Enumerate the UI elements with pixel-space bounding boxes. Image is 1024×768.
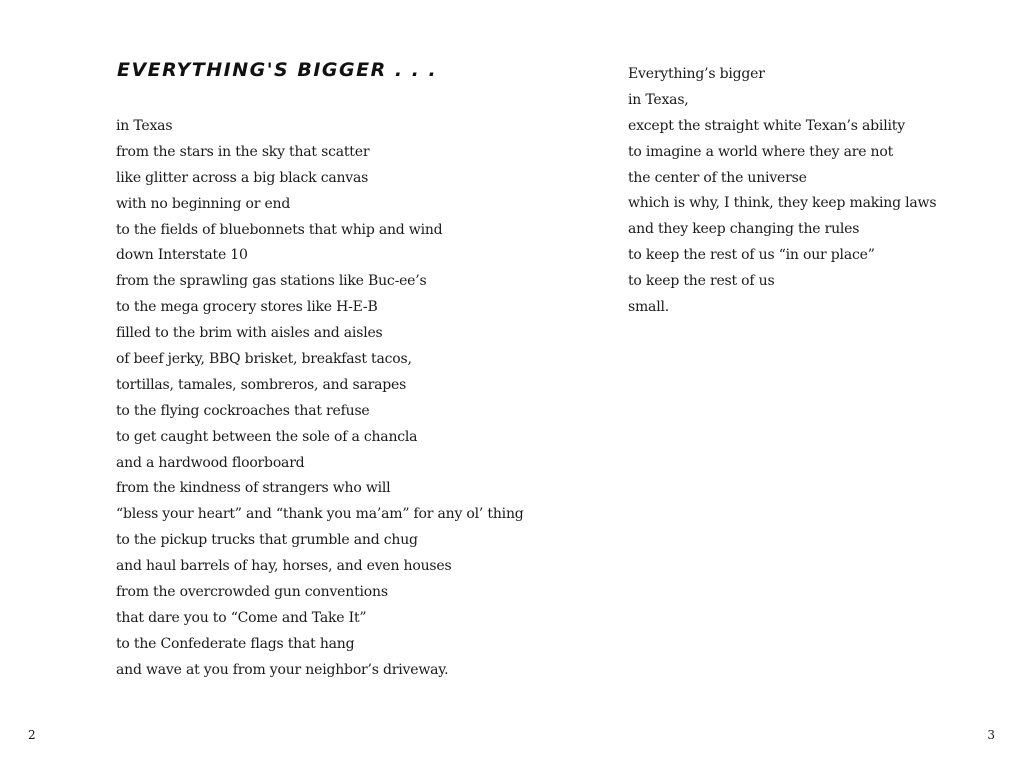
poem-line: in Texas (116, 118, 173, 134)
poem-line: to keep the rest of us (628, 273, 775, 290)
poem-line: “bless your heart” and “thank you ma’am” for any ol’ thing (116, 506, 524, 523)
poem-line: to the fields of bluebonnets that whip and wind (116, 221, 443, 238)
poem-line: tortillas, tamales, sombreros, and sarapes (116, 376, 407, 393)
poem-line: that dare you to “Come and Take It” (116, 609, 367, 626)
poem-stanza-left (116, 114, 524, 684)
poem-line: and they keep changing the rules (628, 221, 860, 238)
poem-line: the center of the universe (628, 169, 807, 186)
poem-line: like glitter across a big black canvas (116, 169, 369, 186)
poem-line: in Texas, (628, 91, 689, 108)
poem-line: which is why, I think, they keep making laws (628, 195, 937, 212)
right-page (512, 0, 1024, 768)
poem-line: except the straight white Texan’s ability (628, 117, 905, 134)
poem-line: from the stars in the sky that scatter (116, 143, 370, 160)
poem-line: with no beginning or end (116, 195, 291, 212)
poem-line: to the mega grocery stores like H-E-B (116, 299, 378, 316)
poem-line: and wave at you from your neighbor’s driveway. (116, 661, 449, 678)
poem-line: and a hardwood floorboard (116, 454, 305, 471)
poem-line: to keep the rest of us “in our place” (628, 247, 875, 264)
poem-line: from the sprawling gas stations like Buc-ee’s (116, 273, 427, 290)
poem-stanza-right (628, 62, 936, 321)
poem-line: filled to the brim with aisles and aisles (116, 325, 383, 342)
poem-line: and haul barrels of hay, horses, and even houses (116, 558, 452, 575)
poem-title: EVERYTHING'S BIGGER . . . (117, 59, 438, 81)
poem-line: from the kindness of strangers who will (116, 480, 391, 497)
poem-line: to the Confederate flags that hang (116, 635, 355, 652)
poem-line: to get caught between the sole of a chancla (116, 428, 418, 445)
page-number: 3 (987, 728, 995, 742)
poem-line: Everything’s bigger (628, 66, 765, 82)
poem-line: to imagine a world where they are not (628, 143, 894, 160)
poem-line: down Interstate 10 (116, 247, 248, 264)
poem-line: small. (628, 299, 670, 316)
poem-line: of beef jerky, BBQ brisket, breakfast tacos, (116, 351, 412, 368)
poem-line: to the pickup trucks that grumble and chug (116, 532, 418, 549)
poem-line: from the overcrowded gun conventions (116, 584, 388, 601)
poem-line: to the flying cockroaches that refuse (116, 402, 370, 419)
page-number: 2 (28, 728, 36, 742)
